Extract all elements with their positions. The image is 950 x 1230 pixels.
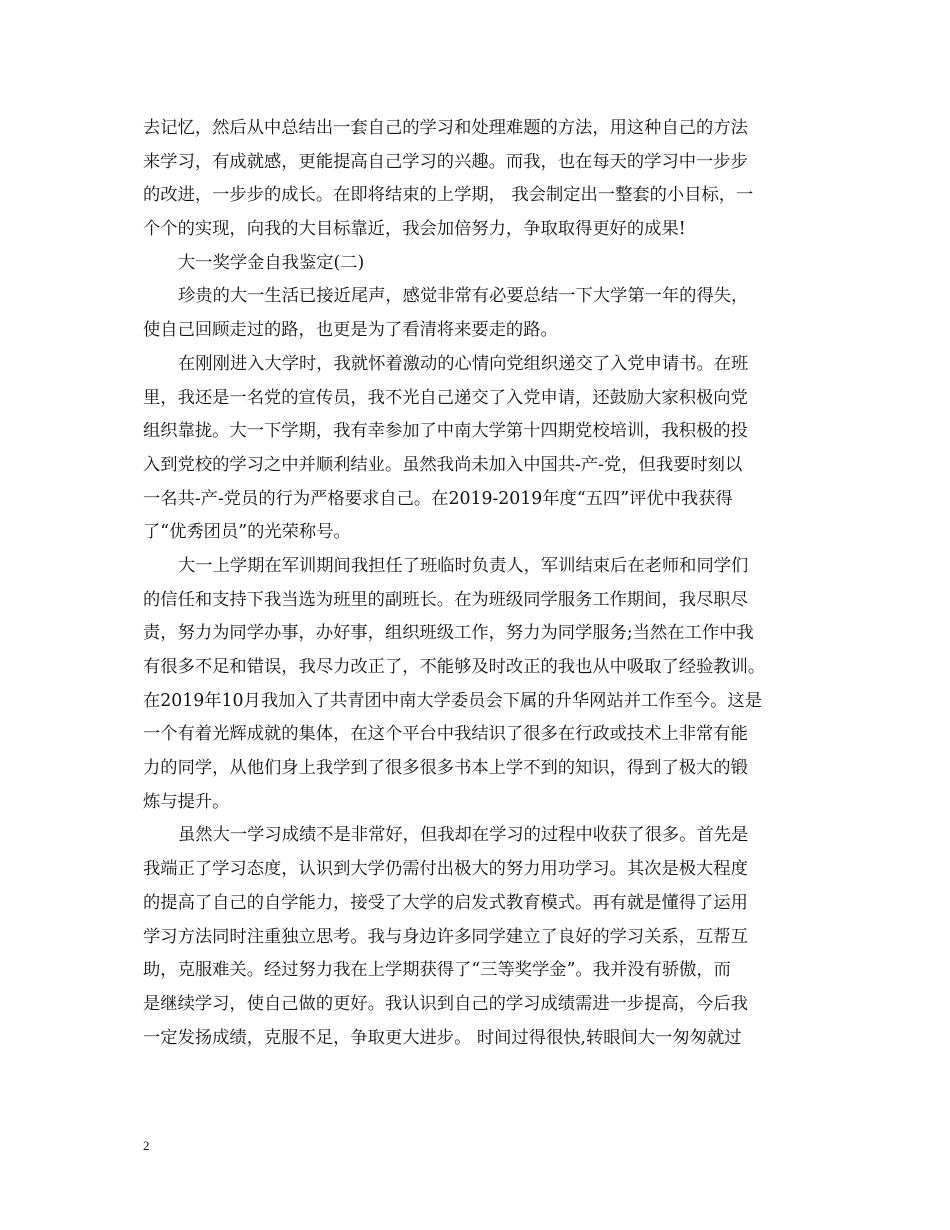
text-line: 一个有着光辉成就的集体，在这个平台中我结识了很多在行政或技术上非常有能 xyxy=(143,724,748,745)
text-line: 助，克服难关。经过努力我在上学期获得了“三等奖学金”。我并没有骄傲，而 xyxy=(143,960,731,981)
text-line: 了“优秀团员”的光荣称号。 xyxy=(143,522,351,543)
text-line: 是继续学习，使自己做的更好。我认识到自己的学习成绩需进一步提高，今后我 xyxy=(143,993,748,1014)
text-line: 组织靠拢。大一下学期，我有幸参加了中南大学第十四期党校培训，我积极的投 xyxy=(143,421,748,442)
page-number: 2 xyxy=(143,1138,150,1153)
text-line: 里，我还是一名党的宣传员，我不光自己递交了入党申请，还鼓励大家积极向党 xyxy=(143,387,748,408)
text-line: 入到党校的学习之中并顺利结业。虽然我尚未加入中国共-产-党，但我要时刻以 xyxy=(143,454,743,475)
text-line: 去记忆，然后从中总结出一套自己的学习和处理难题的方法，用这种自己的方法 xyxy=(143,118,748,138)
text-line: 个个的实现，向我的大目标靠近，我会加倍努力，争取取得更好的成果! xyxy=(143,219,686,240)
text-line: 学习方法同时注重独立思考。我与身边许多同学建立了良好的学习关系，互帮互 xyxy=(143,926,748,947)
paragraph-first-line: 虽然大一学习成绩不是非常好，但我却在学习的过程中收获了很多。首先是 xyxy=(178,825,749,846)
text-line: 在2019年10月我加入了共青团中南大学委员会下属的升华网站并工作至今。这是 xyxy=(143,690,762,711)
text-line: 来学习，有成就感，更能提高自己学习的兴趣。而我，也在每天的学习中一步步 xyxy=(143,151,748,172)
text-line: 有很多不足和错误，我尽力改正了，不能够及时改正的我也从中吸取了经验教训。 xyxy=(143,657,766,677)
paragraph-first-line: 珍贵的大一生活已接近尾声，感觉非常有必要总结一下大学第一年的得失， xyxy=(178,286,749,307)
text-line: 力的同学，从他们身上我学到了很多很多书本上学不到的知识，得到了极大的锻 xyxy=(143,758,748,779)
text-line: 责，努力为同学办事，办好事，组织班级工作，努力为同学服务;当然在工作中我 xyxy=(143,623,754,644)
text-line: 的提高了自己的自学能力，接受了大学的启发式教育模式。再有就是懂得了运用 xyxy=(143,892,748,913)
paragraph-first-line: 在刚刚进入大学时，我就怀着激动的心情向党组织递交了入党申请书。在班 xyxy=(178,353,749,374)
text-line: 使自己回顾走过的路，也更是为了看清将来要走的路。 xyxy=(143,320,558,341)
text-line: 我端正了学习态度，认识到大学仍需付出极大的努力用功学习。其次是极大程度 xyxy=(143,859,748,880)
paragraph-first-line: 大一上学期在军训期间我担任了班临时负责人，军训结束后在老师和同学们 xyxy=(178,555,749,576)
document-body xyxy=(143,112,815,1055)
text-line: 炼与提升。 xyxy=(143,791,230,812)
text-line: 一定发扬成绩，克服不足，争取更大进步。 时间过得很快,转眼间大一匆匆就过 xyxy=(143,1027,742,1048)
paragraph-first-line: 大一奖学金自我鉴定(二) xyxy=(178,252,365,273)
text-line: 的改进，一步步的成长。在即将结束的上学期， 我会制定出一整套的小目标，一 xyxy=(143,185,754,206)
text-line: 一名共-产-党员的行为严格要求自己。在2019-2019年度“五四”评优中我获得 xyxy=(143,488,733,509)
text-line: 的信任和支持下我当选为班里的副班长。在为班级同学服务工作期间，我尽职尽 xyxy=(143,589,748,610)
